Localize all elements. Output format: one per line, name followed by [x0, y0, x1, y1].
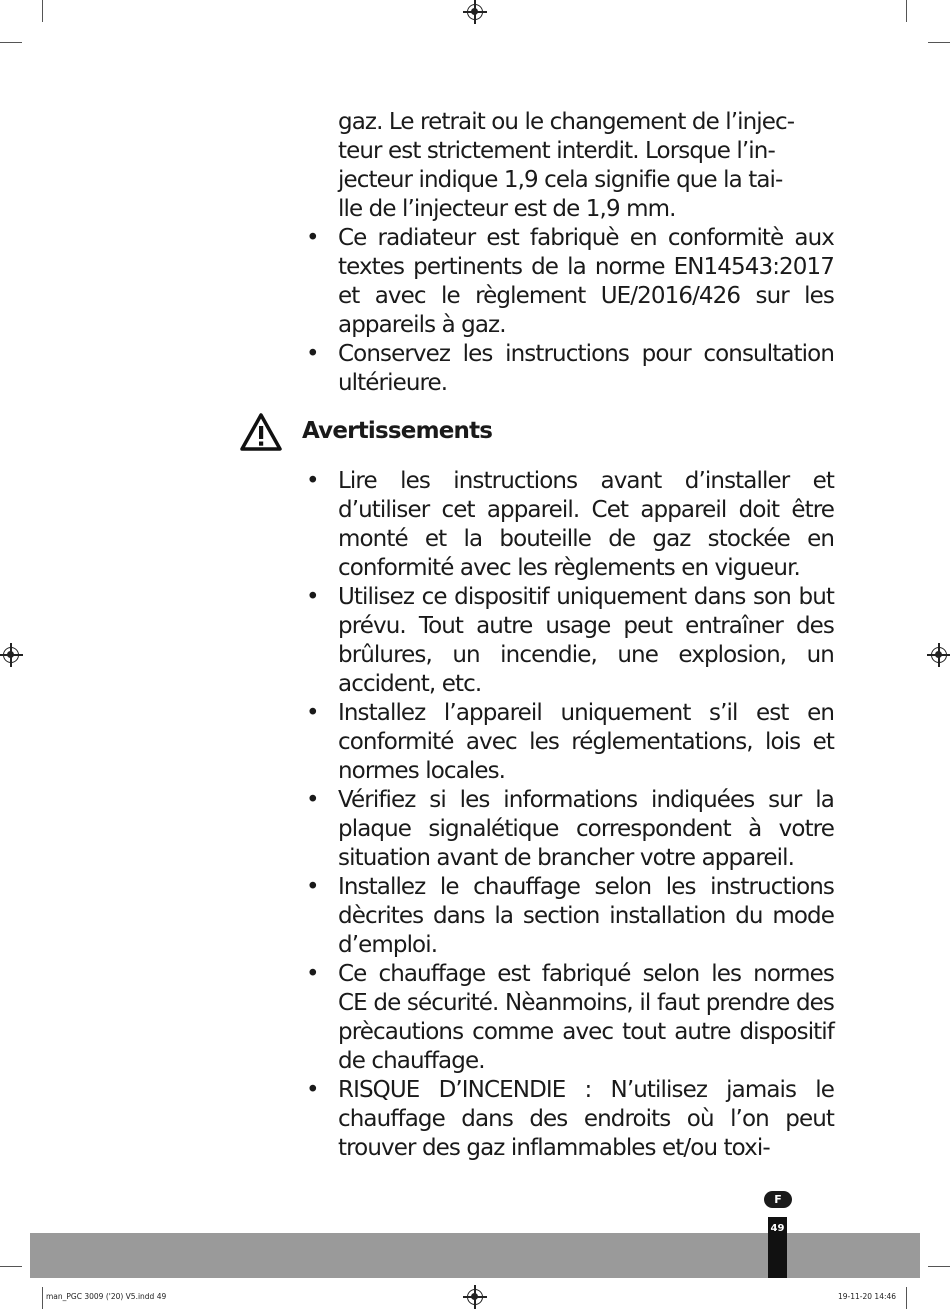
language-badge: F: [764, 1191, 792, 1208]
crop-mark: [928, 42, 950, 43]
registration-mark-icon: [467, 1289, 483, 1305]
registration-mark-icon: [467, 4, 483, 20]
slug-date: 19-11-20 14:46: [838, 1292, 897, 1301]
list-item: • Installez l’appareil uniquement s’il est en conformité avec les réglementations, lois et normes locales.: [338, 699, 834, 786]
crop-mark: [0, 42, 22, 43]
list-item: • Conservez les instructions pour consultation ultérieure.: [338, 340, 834, 398]
crop-mark: [928, 1266, 950, 1267]
list-item: • RISQUE D’INCENDIE : N’utilisez jamais le chauffage dans des endroits où l’on peut trouver des gaz inflammables et/ou toxi-: [338, 1076, 834, 1163]
text-line: gaz. Le retrait ou le changement de l’injec-: [338, 109, 795, 135]
slug-filename: man_PGC 3009 ('20) V5.indd 49: [46, 1292, 167, 1301]
registration-mark-icon: [931, 647, 947, 663]
warning-triangle-icon: [239, 412, 283, 452]
page-number: 49: [770, 1223, 785, 1234]
top-bullet-list: [338, 224, 834, 398]
section-heading: Avertissements: [302, 418, 493, 444]
crop-mark: [906, 1287, 907, 1309]
crop-mark: [906, 0, 907, 22]
page-number-tab: [768, 1217, 787, 1278]
crop-mark: [42, 0, 43, 22]
list-item: • Ce radiateur est fabriquè en conformitè aux textes pertinents de la norme EN14543:2017 et avec le règlement UE/2016/426 sur les appareils à gaz.: [338, 224, 834, 340]
text-line: teur est strictement interdit. Lorsque l’in-: [338, 138, 775, 164]
continuation-paragraph: [338, 108, 834, 224]
text-line: jecteur indique 1,9 cela signifie que la tai-: [338, 167, 783, 193]
list-item: • Installez le chauffage selon les instructions dècrites dans la section installation du mode d’emploi.: [338, 873, 834, 960]
list-item: • Ce chauffage est fabriqué selon les normes CE de sécurité. Nèanmoins, il faut prendre des prècautions comme avec tout autre dispositif de chauffage.: [338, 960, 834, 1076]
list-item: • Utilisez ce dispositif uniquement dans son but prévu. Tout autre usage peut entraîner des brûlures, un incendie, une explosion, un accident, etc.: [338, 583, 834, 699]
crop-mark: [0, 1266, 22, 1267]
crop-mark: [42, 1287, 43, 1309]
text-line: lle de l’injecteur est de 1,9 mm.: [338, 196, 676, 222]
registration-mark-icon: [3, 647, 19, 663]
list-item: • Vérifiez si les informations indiquées sur la plaque signalétique correspondent à votre situation avant de brancher votre appareil.: [338, 786, 834, 873]
warnings-list: [338, 467, 834, 1163]
list-item: • Lire les instructions avant d’installer et d’utiliser cet appareil. Cet appareil doit être monté et la bouteille de gaz stockée en conformité avec les règlements en vigueur.: [338, 467, 834, 583]
